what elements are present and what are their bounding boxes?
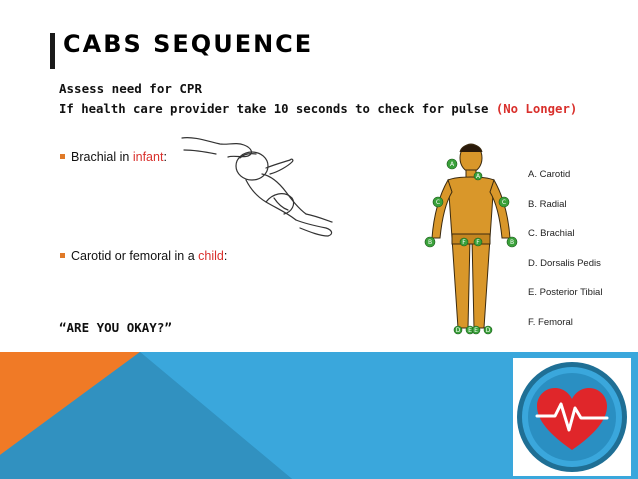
bullet-2-suffix: : bbox=[223, 249, 228, 263]
legend-item: A. Carotid bbox=[528, 169, 571, 180]
bullet-1-suffix: : bbox=[163, 150, 167, 164]
ask-okay-text: “ARE YOU OKAY?” bbox=[59, 320, 172, 335]
figure-label: A bbox=[475, 173, 481, 180]
title-accent-bar bbox=[50, 33, 55, 69]
figure-label: D bbox=[455, 327, 461, 334]
legend-item: F. Femoral bbox=[528, 316, 573, 328]
legend-item: D. Dorsalis Pedis bbox=[528, 257, 601, 269]
figure-label: C bbox=[435, 199, 441, 206]
pulse-points-body-figure bbox=[418, 138, 524, 342]
page-title: CABS SEQUENCE bbox=[63, 30, 314, 58]
figure-label: F bbox=[476, 239, 480, 246]
bullet-2-highlight: child bbox=[198, 249, 224, 263]
legend-item: C. Brachial bbox=[528, 228, 575, 239]
bullet-1-prefix: Brachial in bbox=[71, 150, 133, 164]
figure-label: D bbox=[485, 327, 491, 334]
bullet-brachial bbox=[60, 150, 167, 164]
bullet-square-icon bbox=[60, 154, 65, 159]
bullet-2-prefix: Carotid or femoral in a bbox=[71, 249, 199, 263]
pulse-legend bbox=[528, 160, 602, 337]
subtitle-line-2 bbox=[59, 102, 577, 116]
legend-item: E. Posterior Tibial bbox=[528, 287, 603, 298]
bullet-1-highlight: infant bbox=[132, 150, 164, 164]
figure-label: A bbox=[449, 161, 455, 168]
figure-label: F bbox=[462, 239, 466, 246]
figure-label: B bbox=[427, 239, 433, 246]
figure-label: E bbox=[474, 327, 478, 334]
subtitle-line-2-highlight: (No Longer) bbox=[495, 102, 578, 116]
bullet-carotid bbox=[60, 249, 227, 263]
bullet-square-icon bbox=[60, 253, 65, 258]
figure-label: C bbox=[501, 199, 507, 206]
subtitle-line-2-main: If health care provider take 10 seconds to check for pulse bbox=[59, 102, 496, 116]
heart-pulse-logo-icon bbox=[513, 358, 631, 476]
figure-label: B bbox=[509, 239, 515, 246]
subtitle-line-1: Assess need for CPR bbox=[59, 81, 202, 96]
infant-pulse-check-illustration bbox=[180, 128, 340, 240]
legend-item: B. Radial bbox=[528, 198, 567, 210]
figure-label: E bbox=[468, 327, 472, 334]
